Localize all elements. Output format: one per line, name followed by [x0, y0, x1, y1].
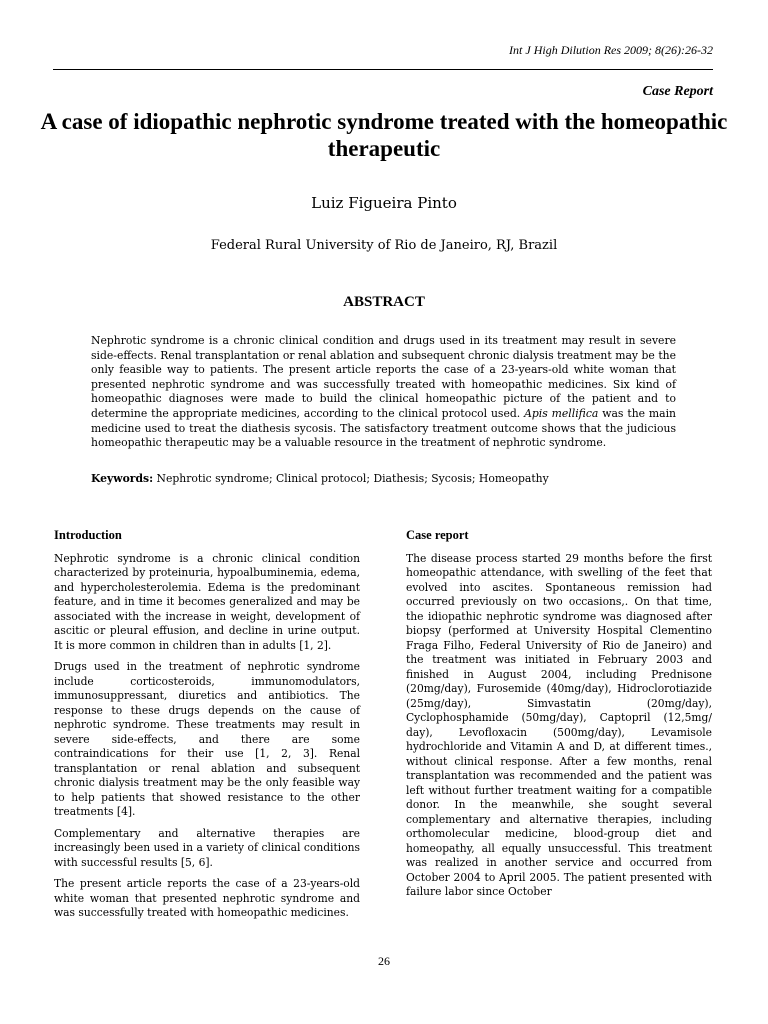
keywords-label: Keywords: [91, 472, 154, 485]
abstract-species-name: Apis mellifica [524, 406, 599, 420]
keywords-list: Nephrotic syndrome; Clinical protocol; Diathesis; Sycosis; Homeopathy [153, 472, 549, 485]
author-name: Luiz Figueira Pinto [311, 194, 457, 212]
abstract-text-part-1: Nephrotic syndrome is a chronic clinical condition and drugs used in its treatment may result in severe side-effects. Renal transplantation or renal ablation and subsequent chronic dialysis treatment may be the only feasible way to patients. The present article reports the case of a 23-years-old white woman that presented nephrotic syndrome and was successfully treated with homeopathic medicines. Six kind of homeopathic diagnoses were made to build the clinical homeopathic picture of the patient and to determine the appropriate medicines, according to the clinical protocol used. [91, 334, 676, 420]
abstract-text-part-2: was the main medicine used to treat the diathesis sycosis. The satisfactory treatment outcome shows that the judicious homeopathic therapeutic may be a valuable resource in the treatment of nephrotic syndrome. [91, 406, 677, 450]
keywords [91, 472, 676, 487]
header-divider [53, 69, 713, 70]
introduction-column [54, 528, 360, 928]
article-type: Case Report [642, 84, 713, 99]
introduction-paragraph: Complementary and alternative therapies are increasingly been used in a variety of clinical conditions with successful results [5, 6]. [54, 826, 360, 869]
journal-reference: Int J High Dilution Res 2009; 8(26):26-32 [509, 43, 713, 57]
case-report-heading: Case report [406, 528, 469, 542]
case-report-column [406, 528, 712, 907]
page-number: 26 [378, 954, 390, 968]
abstract-heading: ABSTRACT [343, 294, 425, 310]
abstract-text [91, 334, 676, 451]
case-report-paragraph: The disease process started 29 months before the first homeopathic attendance, with swelling of the feet that evolved into ascites. Spontaneous remission had occurred previously on two occasions,. On that time, the idiopathic nephrotic syndrome was diagnosed after biopsy (performed at University Hospital Clementino Fraga Filho, Federal University of Rio de Janeiro) and the treatment was initiated in February 2003 and finished in August 2004, including Prednisone (20mg/day), Furosemide (40mg/day), Hidroclorotiazide (25mg/day), Simvastatin (20mg/day), Cyclophosphamide (50mg/day), Captopril (12,5mg/ day), Levofloxacin (500mg/day), Levamisole hydrochloride and Vitamin A and D, at different times., without clinical response. After a few months, renal transplantation was recommended and the patient was left without further treatment waiting for a compatible donor. In the meanwhile, she sought several complementary and alternative therapies, including orthomolecular medicine, blood-group diet and homeopathy, all equally unsuccessful. This treatment was realized in another service and occurred from October 2004 to April 2005. The patient presented with failure labor since October [406, 551, 712, 898]
introduction-paragraph: Drugs used in the treatment of nephrotic syndrome include corticosteroids, immunomodulators, immunosuppressant, diuretics and antibiotics. The response to these drugs depends on the cause of nephrotic syndrome. These treatments may result in severe side-effects, and there are some contraindications for their use [1, 2, 3]. Renal transplantation or renal ablation and subsequent chronic dialysis treatment may be the only feasible way to help patients that showed resistance to the other treatments [4]. [54, 660, 360, 818]
introduction-heading: Introduction [54, 528, 122, 542]
introduction-paragraph: Nephrotic syndrome is a chronic clinical condition characterized by proteinuria, hypoalbuminemia, edema, and hypercholesterolemia. Edema is the predominant feature, and in time it becomes generalized and may be associated with the increase in weight, development of ascitic or pleural effusion, and decline in urine output. It is more common in children than in adults [1, 2]. [54, 551, 360, 652]
article-title: A case of idiopathic nephrotic syndrome treated with the homeopathic therapeutic [40, 109, 728, 161]
introduction-paragraph: The present article reports the case of a 23-years-old white woman that presented nephrotic syndrome and was successfully treated with homeopathic medicines. [54, 877, 360, 919]
author-affiliation: Federal Rural University of Rio de Janeiro, RJ, Brazil [210, 238, 558, 253]
